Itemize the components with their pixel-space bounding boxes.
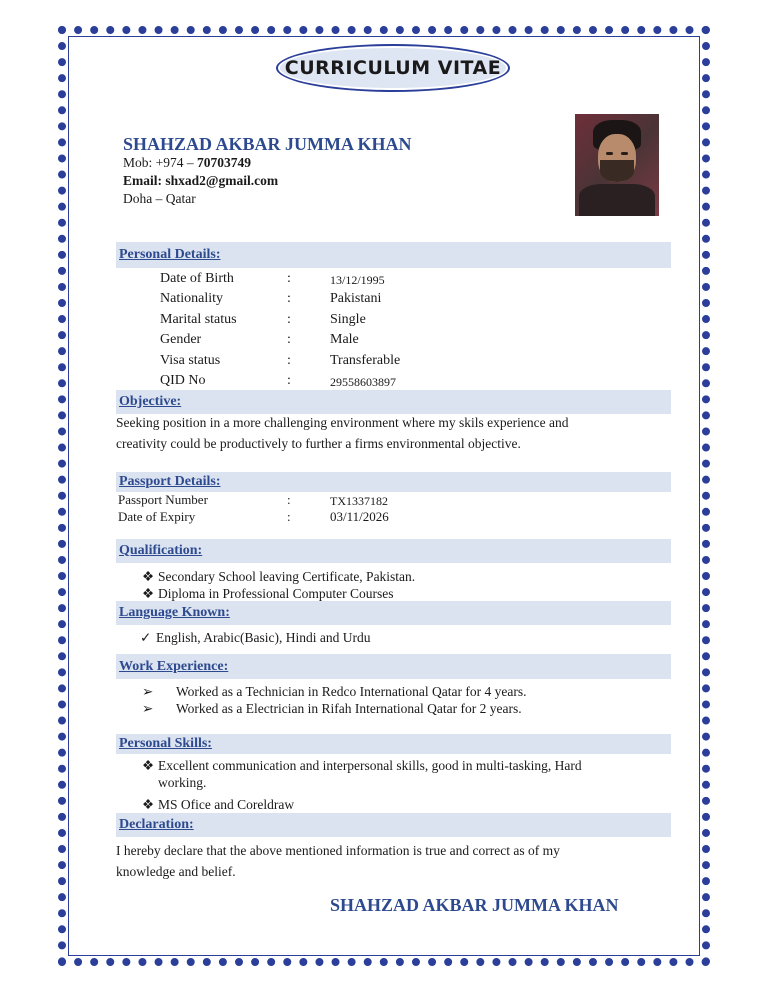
arrow-bullet-icon: ➢ — [142, 684, 154, 699]
diamond-bullet-icon: ❖ — [142, 797, 155, 812]
candidate-name: SHAHZAD AKBAR JUMMA KHAN — [123, 134, 412, 154]
qid-sep: : — [287, 373, 291, 388]
work-experience-heading: Work Experience: — [119, 658, 229, 674]
passport-number-value: TX1337182 — [330, 494, 388, 508]
passport-expiry-sep: : — [287, 509, 291, 524]
qualification-heading: Qualification: — [119, 543, 203, 558]
nationality-label: Nationality — [160, 291, 223, 306]
passport-header — [116, 472, 671, 492]
visa-sep: : — [287, 353, 291, 368]
personal-skills-header — [116, 734, 671, 754]
email-line: Email: shxad2@gmail.com — [123, 173, 279, 188]
passport-number-sep: : — [287, 492, 291, 507]
diamond-bullet-icon: ❖ — [142, 569, 155, 584]
title-banner — [276, 44, 510, 92]
profile-photo — [575, 114, 659, 216]
work-experience-header — [116, 654, 671, 679]
declaration-text — [116, 840, 676, 882]
marital-value: Single — [330, 312, 366, 327]
passport-expiry-label: Date of Expiry — [118, 509, 196, 524]
dob-label: Date of Birth — [160, 271, 234, 286]
mobile-label: Mob: +974 – — [123, 155, 197, 170]
personal-details-header — [116, 242, 671, 268]
marital-sep: : — [287, 312, 291, 327]
skills-text: MS Ofice and Coreldraw — [158, 797, 295, 812]
qid-label: QID No — [160, 373, 206, 388]
language-item — [140, 630, 370, 646]
arrow-bullet-icon: ➢ — [142, 701, 154, 716]
skills-item — [142, 797, 294, 813]
language-header — [116, 601, 671, 625]
mobile-line — [123, 155, 251, 171]
skills-text-continued: working. — [158, 775, 207, 790]
language-text: English, Arabic(Basic), Hindi and Urdu — [156, 630, 371, 645]
objective-line-2: creativity could be productively to further a firms environmental objective. — [116, 436, 521, 451]
passport-heading: Passport Details: — [119, 474, 221, 489]
check-icon: ✓ — [140, 630, 152, 645]
passport-expiry-value: 03/11/2026 — [330, 509, 389, 524]
page-title: CURRICULUM VITAE — [284, 57, 502, 79]
dob-sep: : — [287, 271, 291, 286]
diamond-bullet-icon: ❖ — [142, 586, 155, 601]
personal-details-heading: Personal Details: — [119, 247, 221, 262]
declaration-line-1: I hereby declare that the above mentioned information is true and correct as of my — [116, 843, 560, 858]
qualification-text: Diploma in Professional Computer Courses — [158, 586, 394, 601]
objective-header — [116, 390, 671, 414]
work-item — [142, 701, 522, 717]
visa-value: Transferable — [330, 353, 401, 368]
dob-value: 13/12/1995 — [330, 273, 385, 287]
work-text: Worked as a Technician in Redco International Qatar for 4 years. — [176, 684, 527, 699]
personal-skills-heading: Personal Skills: — [119, 736, 212, 751]
gender-value: Male — [330, 332, 359, 347]
qualification-item — [142, 586, 393, 602]
qid-value: 29558603897 — [330, 375, 396, 389]
passport-number-label: Passport Number — [118, 492, 208, 507]
objective-line-1: Seeking position in a more challenging environment where my skils experience and — [116, 415, 569, 430]
qualification-text: Secondary School leaving Certificate, Pakistan. — [158, 569, 416, 584]
visa-label: Visa status — [160, 353, 221, 368]
nationality-sep: : — [287, 291, 291, 306]
objective-heading: Objective: — [119, 394, 182, 409]
nationality-value: Pakistani — [330, 291, 382, 306]
language-heading: Language Known: — [119, 605, 230, 620]
qualification-header — [116, 539, 671, 563]
declaration-line-2: knowledge and belief. — [116, 864, 236, 879]
mobile-number: 70703749 — [197, 155, 251, 170]
signature-name: SHAHZAD AKBAR JUMMA KHAN — [330, 895, 619, 915]
marital-label: Marital status — [160, 312, 237, 327]
gender-sep: : — [287, 332, 291, 347]
declaration-heading: Declaration: — [119, 817, 194, 832]
declaration-header — [116, 813, 671, 837]
gender-label: Gender — [160, 332, 202, 347]
objective-text — [116, 412, 656, 454]
skills-text: Excellent communication and interpersonal skills, good in multi-tasking, Hard — [158, 758, 582, 773]
diamond-bullet-icon: ❖ — [142, 758, 155, 773]
qualification-item — [142, 569, 415, 585]
location-line: Doha – Qatar — [123, 191, 196, 206]
work-text: Worked as a Electrician in Rifah International Qatar for 2 years. — [176, 701, 522, 716]
work-item — [142, 684, 526, 700]
skills-item — [142, 758, 582, 774]
